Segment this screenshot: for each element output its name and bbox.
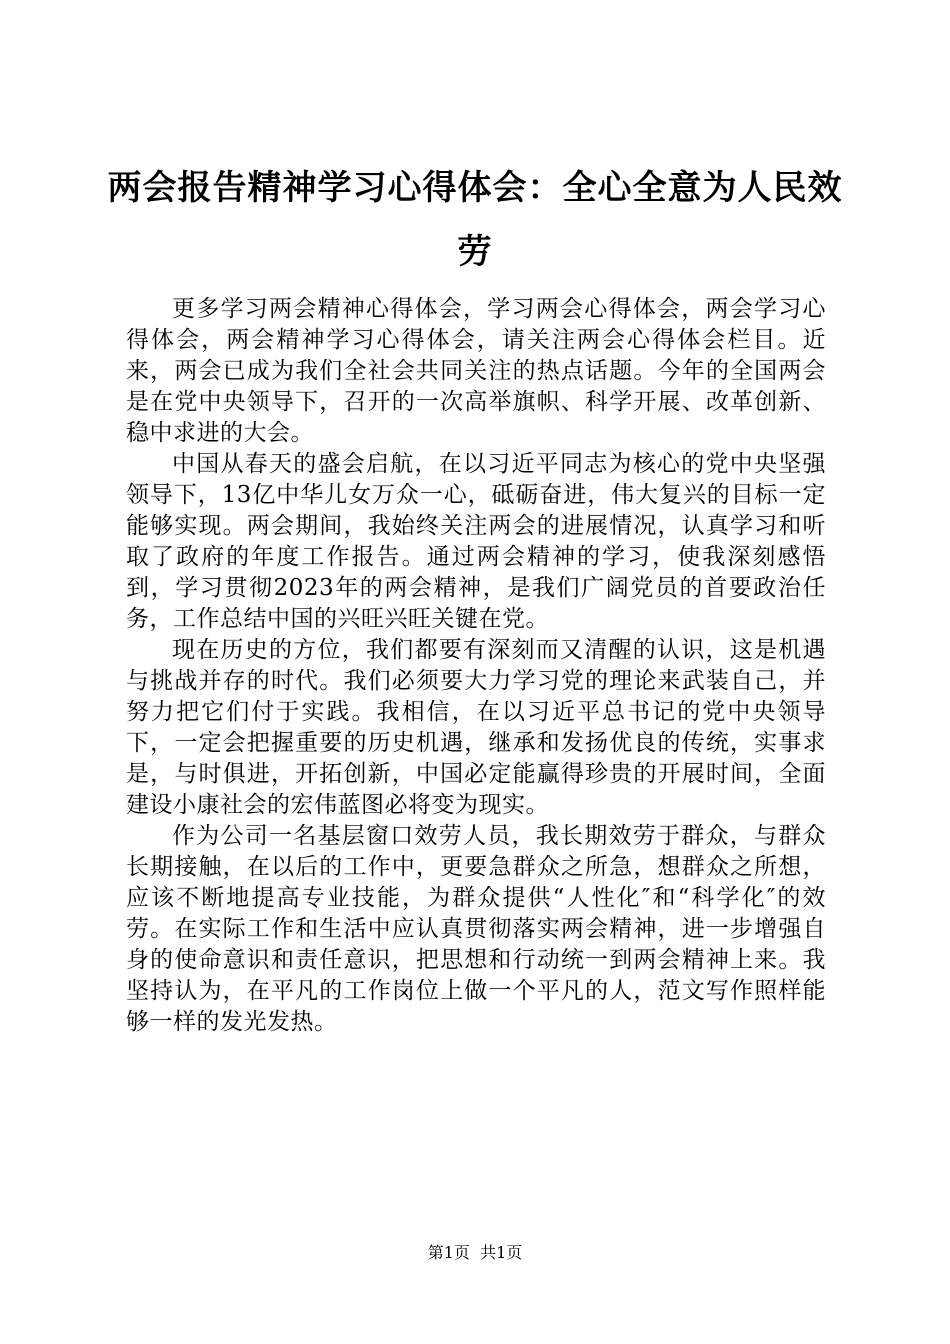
paragraph: 现在历史的方位，我们都要有深刻而又清醒的认识，这是机遇与挑战并存的时代。我们必须要大力学习党的理论来武装自己，并努力把它们付于实践。我相信，在以习近平总书记的党中央领导下，一定会把握重要的历史机遇，继承和发扬优良的传统，实事求是，与时俱进，开拓创新，中国必定能赢得珍贵的开展时间，全面建设小康社会的宏伟蓝图必将变为现实。: [126, 637, 826, 818]
document-title: 两会报告精神学习心得体会：全心全意为人民效劳: [107, 168, 843, 272]
paragraph: 中国从春天的盛会启航，在以习近平同志为核心的党中央坚强领导下，13亿中华儿女万众一心，砥砺奋进，伟大复兴的目标一定能够实现。两会期间，我始终关注两会的进展情况，认真学习和听取了政府的年度工作报告。通过两会精神的学习，使我深刻感悟到，学习贯彻2023年的两会精神，是我们广阔党员的首要政治任务，工作总结中国的兴旺兴旺关键在党。: [126, 451, 826, 632]
paragraph: 更多学习两会精神心得体会，学习两会心得体会，两会学习心得体会，两会精神学习心得体会，请关注两会心得体会栏目。近来，两会已成为我们全社会共同关注的热点话题。今年的全国两会是在党中央领导下，召开的一次高举旗帜、科学开展、改革创新、稳中求进的大会。: [126, 296, 826, 446]
page-footer: [0, 1241, 950, 1265]
document-body: [126, 294, 826, 1038]
paragraph: 作为公司一名基层窗口效劳人员，我长期效劳于群众，与群众长期接触，在以后的工作中，更要急群众之所急，想群众之所想，应该不断地提高专业技能，为群众提供“人性化″和“科学化″的效劳。在实际工作和生活中应认真贯彻落实两会精神，进一步增强自身的使命意识和责任意识，把思想和行动统一到两会精神上来。我坚持认为，在平凡的工作岗位上做一个平凡的人，范文写作照样能够一样的发光发热。: [126, 823, 826, 1035]
page-number: 第1页 共1页: [427, 1243, 523, 1262]
